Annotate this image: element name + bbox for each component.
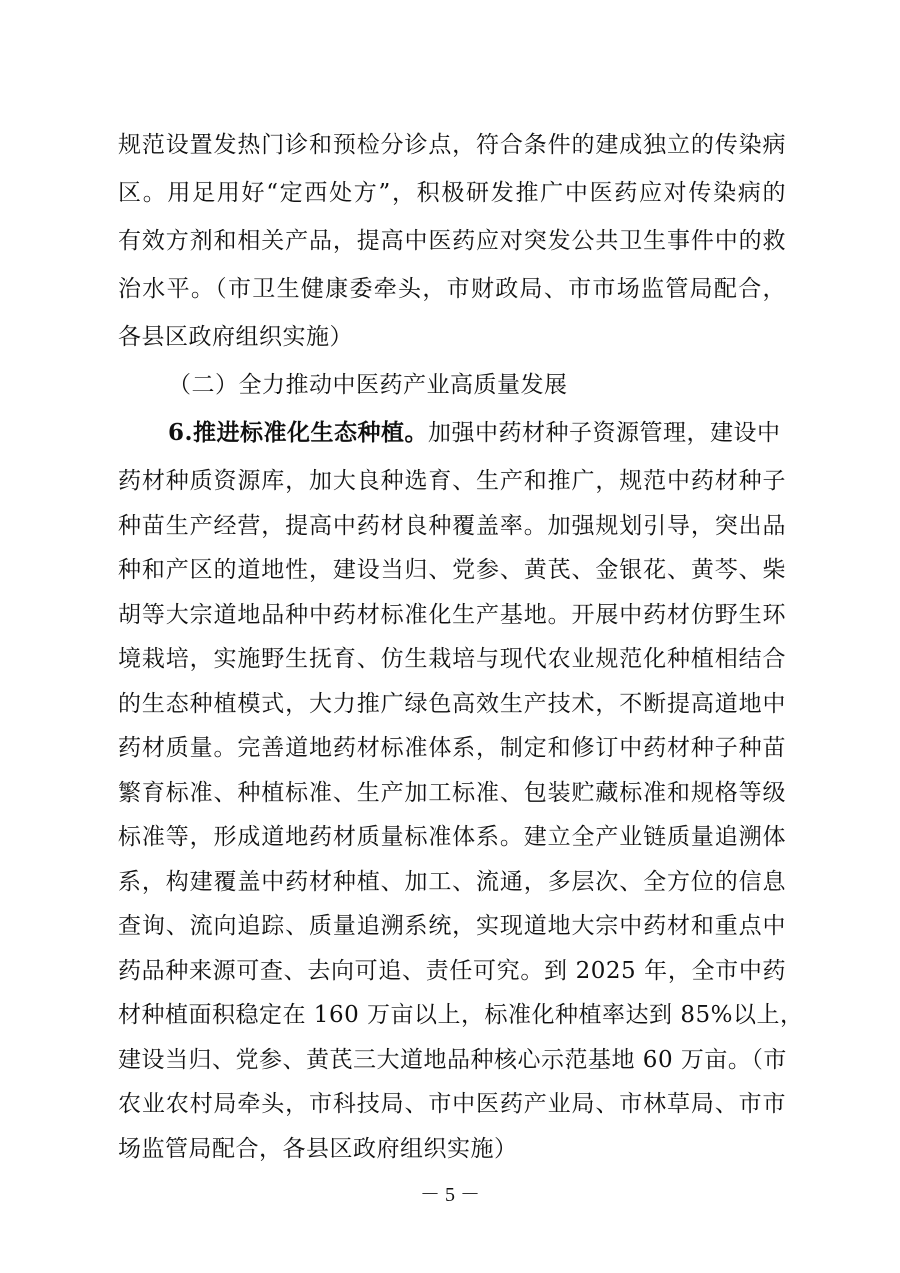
paragraph-line: 治水平。（市卫生健康委牵头，市财政局、市市场监管局配合，: [118, 276, 786, 302]
paragraph-line: 药品种来源可查、去向可追、责任可究。到 2025 年，全市中药: [118, 957, 786, 984]
paragraph-line: 材种植面积稳定在 160 万亩以上，标准化种植率达到 85%以上，: [118, 1002, 804, 1028]
paragraph-line: 种和产区的道地性，建设当归、党参、黄芪、金银花、黄芩、柴: [118, 557, 786, 583]
paragraph-line: 繁育标准、种植标准、生产加工标准、包装贮藏标准和规格等级: [118, 779, 786, 806]
section-heading: （二）全力推动中医药产业高质量发展: [168, 372, 568, 398]
paragraph-line: 规范设置发热门诊和预检分诊点，符合条件的建成独立的传染病: [118, 132, 786, 158]
paragraph-line: 系，构建覆盖中药材种植、加工、流通，多层次、全方位的信息: [118, 868, 786, 895]
paragraph-line: 种苗生产经营，提高中药材良种覆盖率。加强规划引导，突出品: [118, 512, 786, 539]
paragraph-line: 药材质量。完善道地药材标准体系，制定和修订中药材种子种苗: [118, 735, 786, 761]
item-text: 加强中药材种子资源管理，建设中: [428, 420, 781, 446]
paragraph-line: 药材种质资源库，加大良种选育、生产和推广，规范中药材种子: [118, 468, 786, 494]
paragraph-line: 有效方剂和相关产品，提高中医药应对突发公共卫生事件中的救: [118, 228, 786, 254]
paragraph-first-line: [168, 418, 781, 448]
paragraph-line: 胡等大宗道地品种中药材标准化生产基地。开展中药材仿野生环: [118, 601, 786, 628]
paragraph-line: 各县区政府组织实施）: [118, 324, 353, 350]
paragraph-line: 区。用足用好“定西处方”，积极研发推广中医药应对传染病的: [118, 180, 786, 206]
paragraph-line: 标准等，形成道地药材质量标准体系。建立全产业链质量追溯体: [118, 824, 786, 850]
item-title: 6.推进标准化生态种植。: [168, 419, 429, 446]
paragraph-line: 查询、流向追踪、质量追溯系统，实现道地大宗中药材和重点中: [118, 913, 786, 939]
paragraph-line: 建设当归、党参、黄芪三大道地品种核心示范基地 60 万亩。（市: [118, 1046, 787, 1073]
page-number: － 5 －: [420, 1184, 480, 1206]
paragraph-line-overflow: 场监管局配合，各县区政府组织实施）: [118, 1135, 518, 1162]
paragraph-line: 农业农村局牵头，市科技局、市中医药产业局、市林草局、市市: [118, 1091, 786, 1117]
paragraph-line: 境栽培，实施野生抚育、仿生栽培与现代农业规范化种植相结合: [118, 646, 786, 672]
paragraph-line: 的生态种植模式，大力推广绿色高效生产技术，不断提高道地中: [118, 690, 786, 717]
